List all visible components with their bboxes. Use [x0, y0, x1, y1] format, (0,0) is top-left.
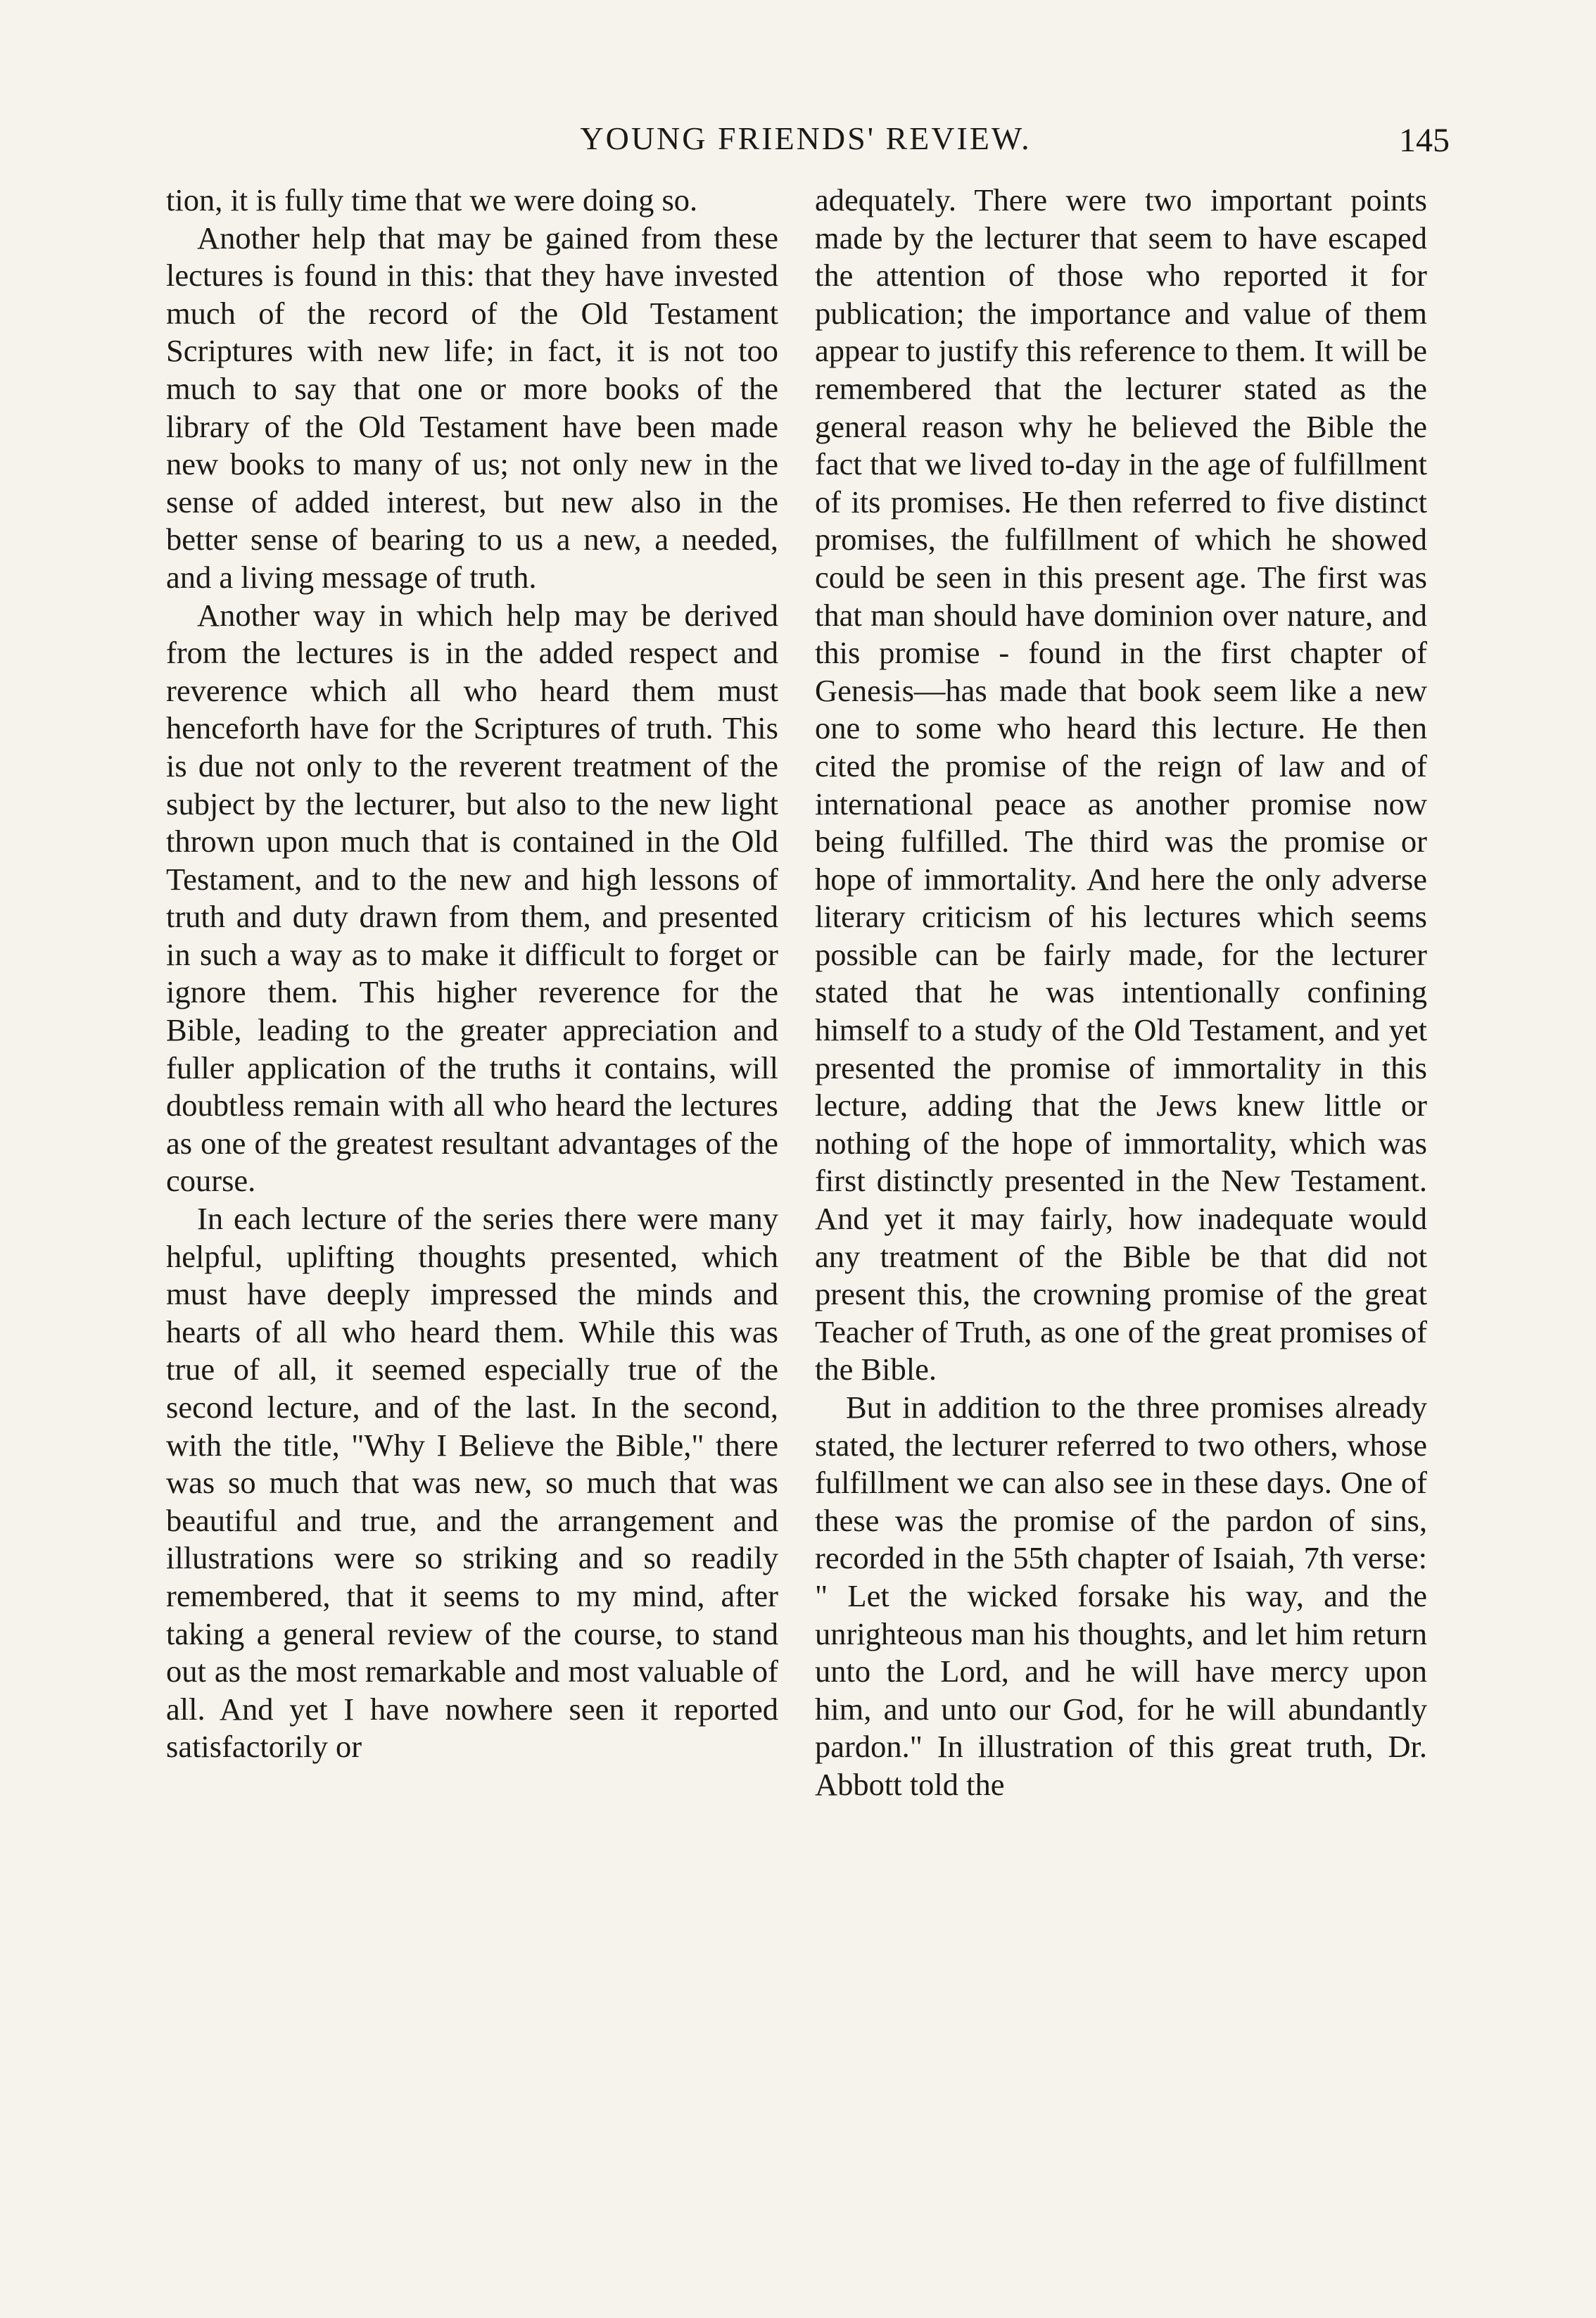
left-column — [166, 182, 778, 2223]
left-paragraph-3: Another way in which help may be derived from the lectures is in the added respect and reverence which all who heard them must henceforth have for the Scriptures of truth. This is due not only to the reverent treatment of the subject by the lecturer, but also to the new light thrown upon much that is contained in the Old Testament, and to the new and high lessons of truth and duty drawn from them, and presented in such a way as to make it difficult to forget or ignore them. This higher reverence for the Bible, leading to the greater appreciation and fuller application of the truths it contains, will doubtless remain with all who heard the lectures as one of the greatest resultant advantages of the course. — [166, 597, 778, 1199]
left-paragraph-4: In each lecture of the series there were many helpful, uplifting thoughts presented, which must have deeply impressed the minds and hearts of all who heard them. While this was true of all, it seemed especially true of the second lecture, and of the last. In the second, with the title, "Why I Believe the Bible," there was so much that was new, so much that was beautiful and true, and the arrangement and illustrations were so striking and so readily remembered, that it seems to my mind, after taking a general review of the course, to stand out as the most remarkable and most valuable of all. And yet I have nowhere seen it reported satisfactorily or — [166, 1201, 778, 1765]
right-paragraph-2: But in addition to the three promises already stated, the lecturer referred to two others, whose fulfillment we can also see in these days. One of these was the promise of the pardon of sins, recorded in the 55th chapter of Isaiah, 7th verse: " Let the wicked forsake his way, and the unrighteous man his thoughts, and let him return unto the Lord, and he will have mercy upon him, and unto our God, for he will abundantly pardon." In illustration of this great truth, Dr. Abbott told the — [815, 1390, 1427, 1802]
right-column — [815, 182, 1427, 2223]
left-paragraph-1: tion, it is fully time that we were doing so. — [166, 182, 698, 218]
running-head — [162, 113, 1450, 162]
page-number: 145 — [1399, 122, 1450, 159]
left-paragraph-2: Another help that may be gained from these lectures is found in this: that they have invested much of the record of the Old Testament Scriptures with new life; in fact, it is not too much to say that one or more books of the library of the Old Testament have been made new books to many of us; not only new in the sense of added interest, but new also in the better sense of bearing to us a new, a needed, and a living message of truth. — [166, 220, 778, 595]
right-paragraph-1: adequately. There were two important points made by the lecturer that seem to have escaped the attention of those who reported it for publication; the importance and value of them appear to justify this reference to them. It will be remembered that the lecturer stated as the general reason why he believed the Bible the fact that we lived to-day in the age of fulfillment of its promises. He then referred to five distinct promises, the fulfillment of which he showed could be seen in this present age. The first was that man should have dominion over nature, and this promise - found in the first chapter of Genesis—has made that book seem like a new one to some who heard this lecture. He then cited the promise of the reign of law and of international peace as another promise now being fulfilled. The third was the promise or hope of immortality. And here the only adverse literary criticism of his lectures which seems possible can be fairly made, for the lecturer stated that he was intentionally confining himself to a study of the Old Testament, and yet presented the promise of immortality in this lecture, adding that the Jews knew little or nothing of the hope of immortality, which was first distinctly presented in the New Testament. And yet it may fairly, how inadequate would any treatment of the Bible be that did not present this, the crowning promise of the great Teacher of Truth, as one of the great promises of the Bible. — [815, 182, 1427, 1387]
running-title: YOUNG FRIENDS' REVIEW. — [580, 120, 1032, 156]
